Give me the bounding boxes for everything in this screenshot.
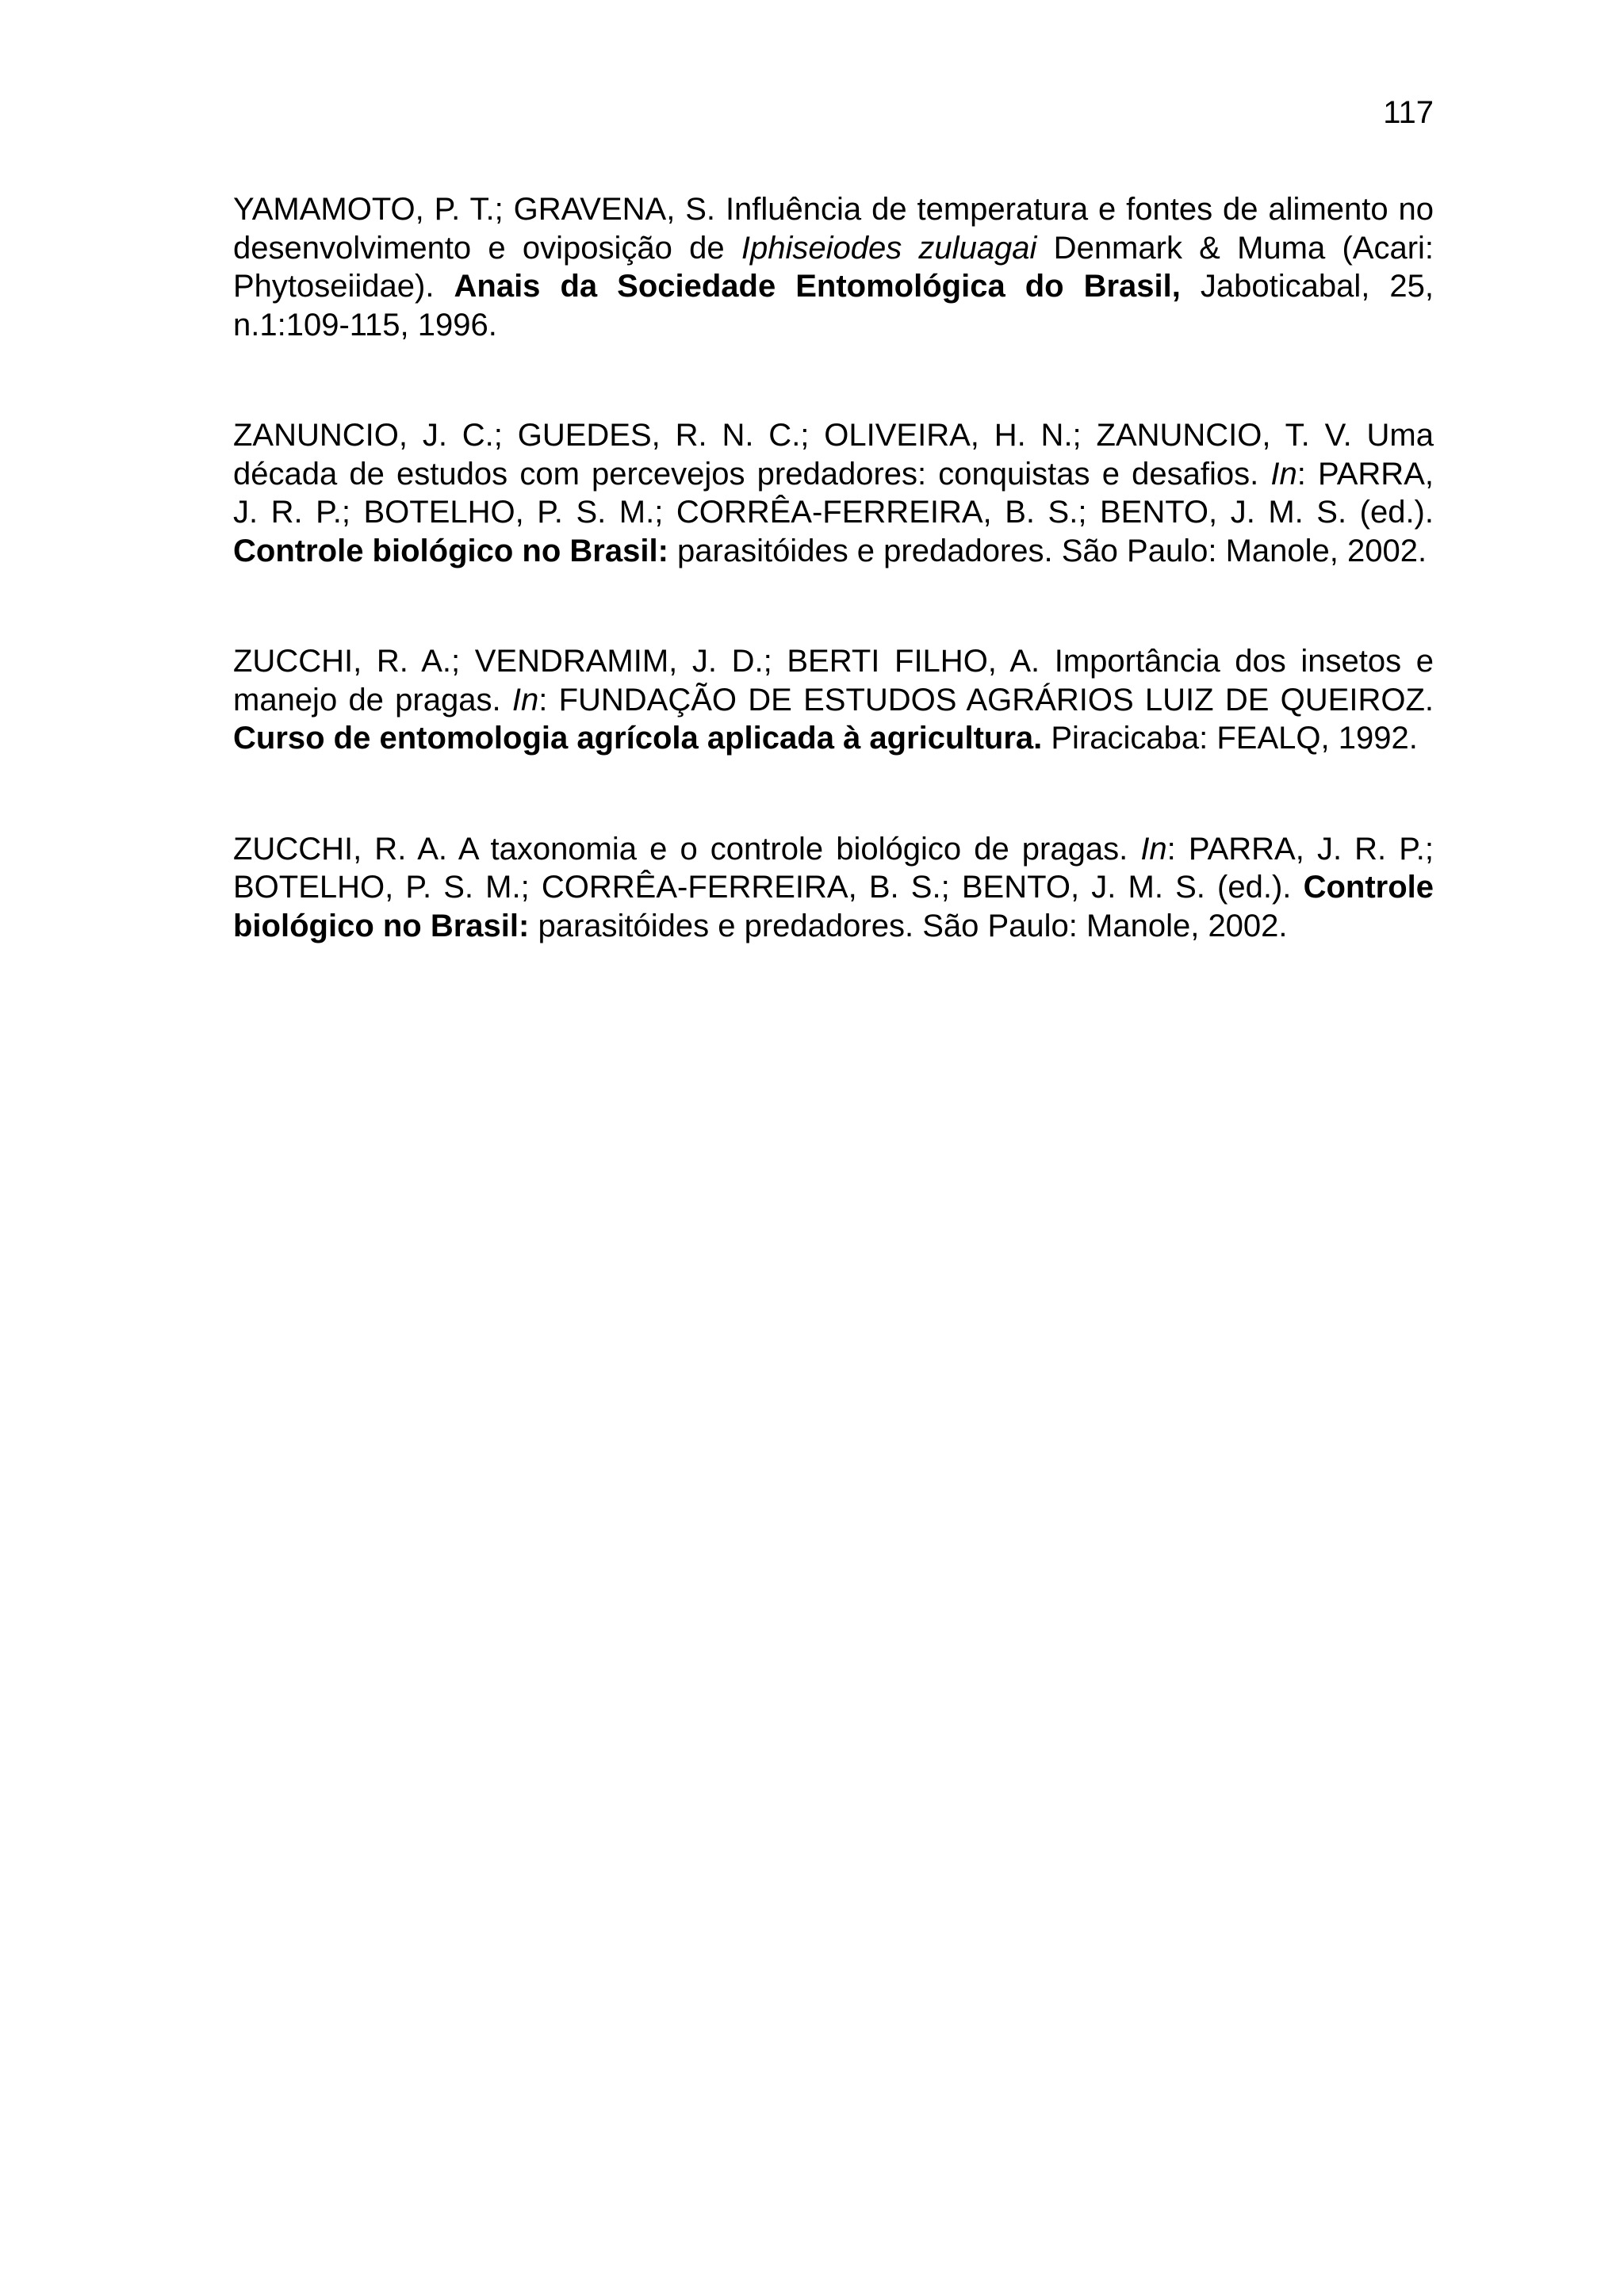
reference-text: : PARRA, J. R. P.; BOTELHO, P. S. M.; CORRÊA-FERREIRA, B. S.; BENTO, J. M. S. (ed.). [233,831,1434,905]
reference-entry [233,416,1434,570]
reference-bold-title: Anais da Sociedade Entomológica do Brasil, [454,269,1181,304]
reference-entry [233,830,1434,946]
page-number: 117 [1383,95,1434,130]
reference-text: : FUNDAÇÃO DE ESTUDOS AGRÁRIOS LUIZ DE QUEIROZ. [538,682,1434,718]
reference-italic-text: Iphiseiodes zuluagai [741,230,1037,266]
reference-entry [233,642,1434,758]
reference-text: ZUCCHI, R. A. A taxonomia e o controle biológico de pragas. [233,831,1141,867]
reference-text: Piracicaba: FEALQ, 1992. [1042,721,1418,756]
reference-italic-text: In [1270,456,1297,492]
reference-text: ZANUNCIO, J. C.; GUEDES, R. N. C.; OLIVEIRA, H. N.; ZANUNCIO, T. V. Uma década de estudos com percevejos predadores: conquistas e desafios. [233,418,1434,492]
reference-text: parasitóides e predadores. São Paulo: Manole, 2002. [668,533,1427,568]
reference-italic-text: In [1140,831,1167,867]
reference-text: ZUCCHI, R. A.; VENDRAMIM, J. D.; BERTI FILHO, A. Importância dos insetos e manejo de pragas. [233,644,1434,718]
reference-list [233,190,1434,1017]
reference-text: Denmark & Muma (Acari: Phytoseiidae). [233,230,1434,304]
reference-text: parasitóides e predadores. São Paulo: Manole, 2002. [529,908,1288,943]
reference-text: Jaboticabal, 25, n.1:109-115, 1996. [233,269,1434,342]
reference-text: YAMAMOTO, P. T.; GRAVENA, S. Influência de temperatura e fontes de alimento no desenvolvimento e oviposição de [233,192,1434,266]
reference-italic-text: In [511,682,539,718]
reference-bold-title: Controle biológico no Brasil: [233,870,1434,943]
reference-entry [233,190,1434,344]
reference-bold-title: Curso de entomologia agrícola aplicada à agricultura. [233,721,1043,756]
reference-text: : PARRA, J. R. P.; BOTELHO, P. S. M.; CORRÊA-FERREIRA, B. S.; BENTO, J. M. S. (ed.). [233,456,1434,530]
reference-bold-title: Controle biológico no Brasil: [233,533,668,568]
